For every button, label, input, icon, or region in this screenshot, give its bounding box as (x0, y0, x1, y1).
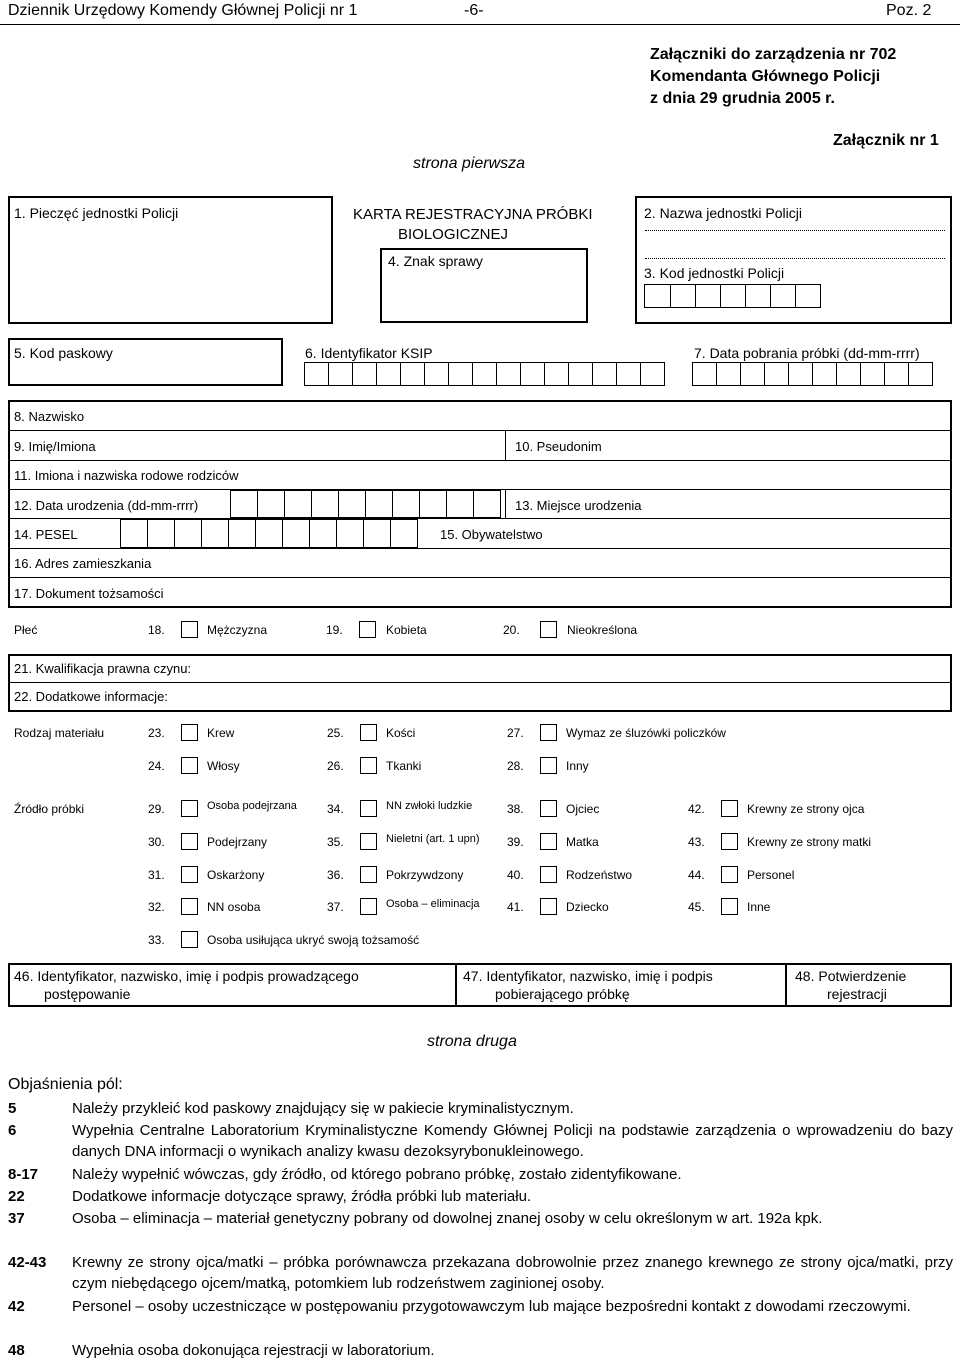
explanation-text: Wypełnia Centralne Laboratorium Kryminalistyczne Komendy Głównej Policji na podstawie zarządzenia o wprowadzeniu do bazy danych DNA informacji o wynikach analizy kwasu dezoksyrybonukleinowego. (72, 1122, 953, 1160)
explanation-key: 42 (8, 1298, 25, 1315)
source-option-38-checkbox[interactable] (540, 800, 557, 817)
field-46-line-2: postępowanie (44, 986, 131, 1002)
source-option-41-number: 41. (507, 900, 524, 914)
field-16-label: 16. Adres zamieszkania (14, 556, 152, 571)
source-option-33-checkbox[interactable] (181, 931, 198, 948)
row-divider (9, 460, 951, 461)
explanation-key: 5 (8, 1100, 17, 1117)
source-option-31-number: 31. (148, 868, 165, 882)
source-option-34-number: 34. (327, 802, 344, 816)
source-option-41-label: Dziecko (566, 900, 609, 914)
field-21-label: 21. Kwalifikacja prawna czynu: (14, 661, 192, 676)
undetermined-checkbox[interactable] (540, 621, 557, 638)
explanation-key: 22 (8, 1188, 25, 1205)
pesel-cells[interactable] (120, 519, 417, 548)
explanation-key: 42-43 (8, 1254, 47, 1271)
field-2-label: 2. Nazwa jednostki Policji (644, 205, 802, 221)
source-option-37-number: 37. (327, 900, 344, 914)
material-label: Rodzaj materiału (14, 726, 105, 740)
col-divider (505, 490, 506, 518)
field-10-label: 10. Pseudonim (515, 439, 602, 454)
source-option-35-checkbox[interactable] (360, 833, 377, 850)
explanation-text: Krewny ze strony ojca/matki – próbka porównawcza przekazana dobrowolnie przez znanego krewnego ze strony ojca/matki, przy czym niebędącego ojcem/matką, potomkiem lub rodzeństwem zaginionej osoby. (72, 1254, 953, 1292)
male-checkbox[interactable] (181, 621, 198, 638)
sex-label: Płeć (14, 623, 38, 637)
explanation-text: Należy wypełnić wówczas, gdy źródło, od którego pobrano próbkę, zostało zidentyfikowane. (72, 1166, 682, 1183)
source-option-34-label: NN zwłoki ludzkie (386, 800, 473, 812)
source-option-32-label: NN osoba (207, 900, 261, 914)
source-option-45-checkbox[interactable] (721, 898, 738, 915)
material-option-27-number: 27. (507, 726, 524, 740)
source-option-29-number: 29. (148, 802, 165, 816)
option-19-number: 19. (326, 623, 343, 637)
source-option-41-checkbox[interactable] (540, 898, 557, 915)
undetermined-label: Nieokreślona (567, 623, 638, 637)
explanation-text: Osoba – eliminacja – materiał genetyczny pobrany od dowolnej znanej osoby w celu określonym w art. 192a kpk. (72, 1210, 823, 1227)
source-label: Źródło próbki (14, 802, 85, 816)
card-title-line-2: BIOLOGICZNEJ (398, 226, 509, 243)
source-option-44-number: 44. (688, 868, 705, 882)
material-option-26-number: 26. (327, 759, 344, 773)
source-option-39-number: 39. (507, 835, 524, 849)
material-option-23-number: 23. (148, 726, 165, 740)
source-option-35-label: Nieletni (art. 1 upn) (386, 833, 480, 845)
explanation-text: Personel – osoby uczestniczące w postępowaniu przygotowawczym lub mające bezpośredni kontakt z dowodami rzeczowymi. (72, 1298, 911, 1315)
card-title-line-1: KARTA REJESTRACYJNA PRÓBKI (353, 206, 593, 223)
source-option-42-label: Krewny ze strony ojca (747, 802, 865, 816)
annex-number: Załącznik nr 1 (833, 132, 939, 149)
unit-code-cells[interactable] (644, 284, 820, 308)
source-option-37-label: Osoba – eliminacja (386, 898, 480, 910)
explanation-key: 6 (8, 1122, 17, 1139)
field-48-line-1: 48. Potwierdzenie (795, 968, 907, 984)
source-option-38-number: 38. (507, 802, 524, 816)
source-option-33-label: Osoba usiłująca ukryć swoją tożsamość (207, 933, 420, 947)
explanations-title: Objaśnienia pól: (8, 1076, 123, 1093)
field-22-label: 22. Dodatkowe informacje: (14, 689, 168, 704)
source-option-45-label: Inne (747, 900, 771, 914)
row-divider (9, 548, 951, 549)
source-option-44-checkbox[interactable] (721, 866, 738, 883)
source-option-44-label: Personel (747, 868, 795, 882)
source-option-39-checkbox[interactable] (540, 833, 557, 850)
field-12-label: 12. Data urodzenia (dd-mm-rrrr) (14, 498, 199, 513)
source-option-43-checkbox[interactable] (721, 833, 738, 850)
female-label: Kobieta (386, 623, 427, 637)
field-11-label: 11. Imiona i nazwiska rodowe rodziców (14, 468, 239, 483)
source-option-42-checkbox[interactable] (721, 800, 738, 817)
annex-line-3: z dnia 29 grudnia 2005 r. (650, 90, 835, 107)
field-7-label: 7. Data pobrania próbki (dd-mm-rrrr) (694, 345, 920, 361)
material-option-27-checkbox[interactable] (540, 724, 557, 741)
field-46-line-1: 46. Identyfikator, nazwisko, imię i podpis prowadzącego (14, 968, 359, 984)
material-option-25-checkbox[interactable] (360, 724, 377, 741)
row-divider (9, 430, 951, 431)
source-option-33-number: 33. (148, 933, 165, 947)
field-8-label: 8. Nazwisko (14, 409, 85, 424)
explanation-key: 48 (8, 1342, 25, 1359)
source-option-31-checkbox[interactable] (181, 866, 198, 883)
col-divider (455, 964, 457, 1006)
unit-name-line-2[interactable] (645, 258, 945, 259)
material-option-23-label: Krew (207, 726, 235, 740)
material-option-25-number: 25. (327, 726, 344, 740)
annex-line-1: Załączniki do zarządzenia nr 702 (650, 46, 897, 63)
source-option-29-checkbox[interactable] (181, 800, 198, 817)
ksip-id-cells[interactable] (304, 362, 664, 386)
source-option-31-label: Oskarżony (207, 868, 265, 882)
explanation-key: 8-17 (8, 1166, 39, 1183)
header-rule (0, 24, 960, 25)
row-divider (9, 682, 951, 683)
source-option-34-checkbox[interactable] (360, 800, 377, 817)
field-6-label: 6. Identyfikator KSIP (305, 345, 433, 361)
col-divider (785, 964, 787, 1006)
material-option-25-label: Kości (386, 726, 416, 740)
material-option-24-checkbox[interactable] (181, 757, 198, 774)
field-13-label: 13. Miejsce urodzenia (515, 498, 642, 513)
field-3-label: 3. Kod jednostki Policji (644, 265, 785, 281)
sampling-date-cells[interactable] (692, 362, 932, 386)
field-15-label: 15. Obywatelstwo (440, 527, 543, 542)
source-option-29-label: Osoba podejrzana (207, 800, 297, 812)
source-option-30-label: Podejrzany (207, 835, 268, 849)
field-9-label: 9. Imię/Imiona (14, 439, 96, 454)
material-option-24-number: 24. (148, 759, 165, 773)
source-option-40-label: Rodzeństwo (566, 868, 633, 882)
source-option-36-number: 36. (327, 868, 344, 882)
field-47-line-1: 47. Identyfikator, nazwisko, imię i podpis (463, 968, 713, 984)
source-option-45-number: 45. (688, 900, 705, 914)
annex-line-2: Komendanta Głównego Policji (650, 68, 881, 85)
position-number: Poz. 2 (886, 2, 932, 19)
source-option-32-number: 32. (148, 900, 165, 914)
material-option-28-checkbox[interactable] (540, 757, 557, 774)
field-1-label: 1. Pieczęć jednostki Policji (14, 205, 179, 221)
field-17-label: 17. Dokument tożsamości (14, 586, 164, 601)
material-option-23-checkbox[interactable] (181, 724, 198, 741)
option-20-number: 20. (503, 623, 520, 637)
row-divider (9, 577, 951, 578)
explanation-text: Należy przykleić kod paskowy znajdujący się w pakiecie kryminalistycznym. (72, 1100, 574, 1117)
field-4-label: 4. Znak sprawy (388, 253, 483, 269)
material-option-24-label: Włosy (207, 759, 240, 773)
source-option-32-checkbox[interactable] (181, 898, 198, 915)
male-label: Mężczyzna (207, 623, 268, 637)
col-divider (505, 431, 506, 460)
explanation-text: Dodatkowe informacje dotyczące sprawy, źródła próbki lub materiału. (72, 1188, 532, 1205)
source-option-43-number: 43. (688, 835, 705, 849)
field-5-label: 5. Kod paskowy (14, 345, 113, 361)
source-option-36-checkbox[interactable] (360, 866, 377, 883)
field-48-line-2: rejestracji (827, 986, 887, 1002)
birth-date-cells[interactable] (230, 490, 500, 518)
source-option-30-checkbox[interactable] (181, 833, 198, 850)
material-option-28-label: Inny (566, 759, 589, 773)
unit-name-line-1[interactable] (645, 230, 945, 231)
source-option-43-label: Krewny ze strony matki (747, 835, 872, 849)
publication-title: Dziennik Urzędowy Komendy Głównej Policji nr 1 (8, 2, 358, 19)
explanation-text: Wypełnia osoba dokonująca rejestracji w laboratorium. (72, 1342, 435, 1359)
material-option-26-label: Tkanki (386, 759, 422, 773)
source-option-38-label: Ojciec (566, 802, 600, 816)
page-one-label: strona pierwsza (413, 155, 526, 172)
field-47-line-2: pobierającego próbkę (495, 986, 630, 1002)
source-option-40-number: 40. (507, 868, 524, 882)
material-option-27-label: Wymaz ze śluzówki policzków (566, 726, 726, 740)
source-option-40-checkbox[interactable] (540, 866, 557, 883)
source-option-42-number: 42. (688, 802, 705, 816)
source-option-35-number: 35. (327, 835, 344, 849)
field-14-label: 14. PESEL (14, 527, 78, 542)
source-option-39-label: Matka (566, 835, 599, 849)
page-two-label: strona druga (427, 1033, 517, 1050)
option-18-number: 18. (148, 623, 165, 637)
source-option-36-label: Pokrzywdzony (386, 868, 464, 882)
page-number: -6- (464, 2, 484, 19)
source-option-37-checkbox[interactable] (360, 898, 377, 915)
material-option-26-checkbox[interactable] (360, 757, 377, 774)
source-option-30-number: 30. (148, 835, 165, 849)
female-checkbox[interactable] (359, 621, 376, 638)
explanation-key: 37 (8, 1210, 25, 1227)
material-option-28-number: 28. (507, 759, 524, 773)
